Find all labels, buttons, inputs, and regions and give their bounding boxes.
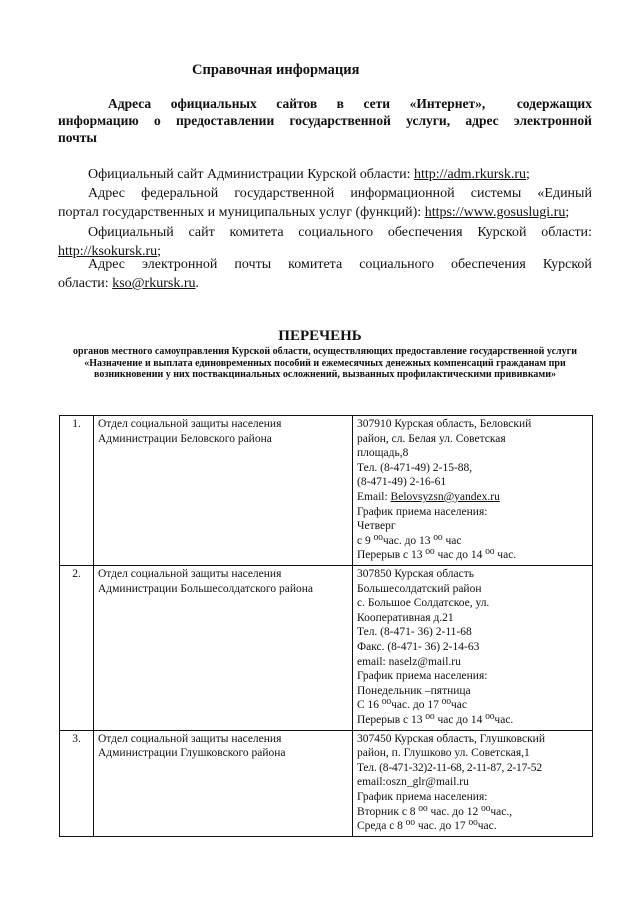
organization-name: [94, 566, 353, 731]
row-number: 2.: [60, 566, 94, 731]
fax-line: Факс. (8-471- 36) 2-14-63: [357, 640, 480, 653]
email-label: Email:: [357, 490, 391, 503]
portal-word: федеральной: [141, 186, 219, 201]
table-row: [60, 566, 593, 731]
heading-word: официальных: [170, 96, 257, 111]
email-label: email:: [357, 776, 386, 789]
committee-word: Официальный: [88, 225, 174, 240]
committee-word: обеспечения: [387, 225, 463, 240]
address-line: район, сл. Белая ул. Советская: [357, 432, 506, 445]
heading-word: адрес: [465, 113, 499, 128]
row-number: 1.: [60, 416, 94, 566]
email-address[interactable]: oszn_glr@mail.ru: [385, 776, 469, 789]
committee-word: Курской: [477, 225, 527, 240]
heading-word: услуги,: [406, 113, 451, 128]
official-site-info: [58, 165, 592, 184]
organization-contacts: [353, 566, 593, 731]
table-row: [60, 730, 593, 836]
email-info: [58, 255, 592, 293]
heading-word: государственной: [289, 113, 391, 128]
phone-line: Тел. (8-471-32)2-11-68, 2-11-87, 2-17-52: [357, 761, 542, 774]
portal-info: [58, 184, 592, 222]
organization-name: [94, 416, 353, 566]
heading-word: предоставлении: [176, 113, 275, 128]
row-number: 3.: [60, 730, 94, 836]
address-line: 307450 Курская область, Глушковский: [357, 732, 545, 745]
heading-word: содержащих: [516, 96, 592, 111]
portal-word: информационной: [350, 186, 455, 201]
list-description: органов местного самоуправления Курской области, осуществляющих предоставление государственной услуги «Назначение и выплата единовременных пособий и ежемесячных денежных компенсаций гражданам при возникновении у них поствакцинальных осложнений, вызванных профилактическими прививками»: [73, 346, 577, 380]
address-line: с. Большое Солдатское, ул.: [357, 597, 490, 610]
email-line: [357, 655, 588, 670]
ksokursk-link[interactable]: http://ksokursk.ru: [58, 244, 158, 259]
schedule-title: График приема населения:: [357, 670, 488, 683]
email-label: области:: [58, 276, 113, 291]
organization-contacts: [353, 730, 593, 836]
schedule-hours: С 16 ⁰⁰час. до 17 ⁰⁰час: [357, 699, 467, 712]
punct: ;: [526, 167, 530, 182]
committee-word: социального: [298, 225, 374, 240]
table-row: [60, 416, 593, 566]
committee-word: комитета: [229, 225, 284, 240]
schedule-title: График приема населения:: [357, 505, 488, 518]
name-line: Администрации Беловского района: [98, 432, 272, 445]
schedule-days: Понедельник –пятница: [357, 684, 471, 697]
name-line: Отдел социальной защиты населения: [98, 418, 282, 430]
addresses-heading-line1: [58, 95, 592, 112]
heading-word: в: [336, 96, 344, 111]
schedule-title: График приема населения:: [357, 790, 488, 803]
punct: ;: [157, 244, 162, 259]
portal-word: «Единый: [537, 186, 592, 201]
address-line: 307850 Курская область: [357, 568, 474, 580]
email-word: социального: [359, 257, 434, 272]
admin-site-link[interactable]: http://adm.rkursk.ru: [414, 167, 526, 182]
heading-word: «Интернет»,: [409, 96, 486, 111]
list-title: ПЕРЕЧЕНЬ: [278, 328, 362, 344]
address-line: площадь,8: [357, 447, 409, 460]
heading-word: электронной: [513, 113, 592, 128]
organization-name: [94, 730, 353, 836]
heading-word: информацию: [58, 113, 139, 128]
page-title: Справочная информация: [192, 62, 360, 78]
name-line: Администрации Глушковского района: [98, 747, 286, 760]
email-word: электронной: [142, 257, 218, 272]
gosuslugi-link[interactable]: https://www.gosuslugi.ru: [424, 205, 566, 220]
portal-word: государственной: [234, 186, 335, 201]
email-word: Адрес: [88, 257, 126, 272]
phone-line: Тел. (8-471- 36) 2-11-68: [357, 626, 472, 639]
portal-word: системы: [470, 186, 522, 201]
phone-line: (8-471-49) 2-16-61: [357, 476, 447, 489]
name-line: Отдел социальной защиты населения: [98, 568, 282, 580]
portal-word: Адрес: [88, 186, 126, 201]
schedule-hours: Среда с 8 ⁰⁰ час. до 17 ⁰⁰час.: [357, 820, 497, 833]
name-line: Отдел социальной защиты населения: [98, 732, 282, 745]
email-line1: [58, 255, 592, 274]
schedule-days: Четверг: [357, 520, 396, 533]
schedule-hours: с 9 ⁰⁰час. до 13 ⁰⁰ час: [357, 534, 462, 547]
portal-label: портал государственных и муниципальных услуг (функций):: [58, 205, 425, 220]
addresses-heading-line3: почты: [58, 130, 97, 145]
email-label: email:: [357, 655, 389, 668]
punct: ;: [565, 205, 570, 220]
email-word: Курской: [542, 257, 592, 272]
heading-word: Адреса: [108, 96, 152, 111]
email-word: обеспечения: [451, 257, 526, 272]
email-line: [357, 775, 588, 790]
email-link[interactable]: Belovsyzsn@yandex.ru: [390, 490, 500, 503]
address-line: 307910 Курская область, Беловский: [357, 418, 532, 430]
address-line: Большесолдатский район: [357, 582, 482, 595]
portal-line1: [58, 184, 592, 203]
heading-word: сайтов: [276, 96, 318, 111]
name-line: Администрации Большесолдатского района: [98, 582, 313, 595]
schedule-break: Перерыв с 13 ⁰⁰ час до 14 ⁰⁰час.: [357, 713, 514, 726]
email-word: почты: [234, 257, 272, 272]
heading-word: о: [153, 113, 161, 128]
site-label: Официальный сайт Администрации Курской области:: [88, 167, 414, 182]
email-word: комитета: [288, 257, 343, 272]
committee-word: сайт: [188, 225, 215, 240]
schedule-days: Вторник с 8 ⁰⁰ час. до 12 ⁰⁰час.,: [357, 805, 513, 818]
address-line: район, п. Глушково ул. Советская,1: [357, 747, 530, 760]
phone-line: Тел. (8-471-49) 2-15-88,: [357, 461, 473, 474]
addresses-heading: [58, 95, 592, 146]
addresses-heading-line2: [58, 112, 592, 129]
committee-line1: [58, 223, 592, 242]
email-line: [357, 490, 588, 505]
address-line: Кооперативная д.21: [357, 611, 454, 624]
committee-word: области:: [541, 225, 592, 240]
punct: .: [195, 276, 199, 291]
organizations-table: [59, 415, 593, 837]
email-address[interactable]: naselz@mail.ru: [388, 655, 461, 668]
schedule-break: Перерыв с 13 ⁰⁰ час до 14 ⁰⁰ час.: [357, 549, 517, 562]
heading-word: сети: [363, 96, 391, 111]
organization-contacts: [353, 416, 593, 566]
kso-email-link[interactable]: kso@rkursk.ru: [112, 276, 196, 291]
